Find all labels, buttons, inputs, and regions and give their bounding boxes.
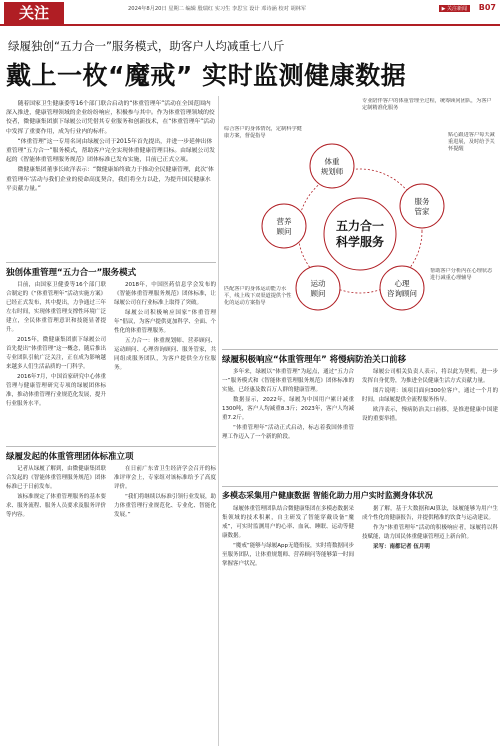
paragraph: 图片说明：该项目面向300位客户，通过一个月的时间，由绿履提供全流程服务指导。 [362, 388, 498, 403]
section-heading: 独创体重管理“五力合一”服务模式 [6, 268, 137, 278]
five-in-one-diagram [222, 96, 498, 346]
paragraph: “我们将继续以标准引领行业发展，助力体重管理行业规范化、专业化、智能化发展。” [114, 494, 216, 518]
section-3-col-b [114, 465, 216, 745]
paragraph: “体重管理年”活动正式启动，标志着我国体重管理工作迈入了一个新的阶段。 [222, 425, 354, 440]
node-label: 规划师 [320, 167, 344, 176]
diagram-note: 贴心跟进客户每天减重进展，及时给予关怀提醒 [448, 132, 495, 152]
section-2-col-b [362, 368, 498, 480]
section-heading: 多模态采集用户健康数据 智能化助力用户实时监测身体状况 [222, 491, 433, 500]
node-service-butler [400, 184, 444, 228]
section-heading: 绿履发起的体重管理团体标准立项 [6, 452, 134, 462]
note-psych [430, 268, 496, 308]
article-subtitle: 绿履独创“五力合一”服务模式，助客户人均减重七八斤 [8, 39, 285, 53]
article-title: 戴上一枚“魔戒” 实时监测健康数据 [6, 61, 407, 90]
diagram-note: 综合客户的身体情况，定制科学健康方案，督促指导 [224, 126, 302, 139]
node-weight-planner [310, 144, 354, 188]
paragraph: 多年来，绿履以“体重管理”为起点，通过“五力合一”服务模式和《智能体重管理服务规范》团体标准的实施，已经惠及数百万人群的健康管理。 [222, 369, 354, 393]
paragraph: 该标准规定了体重管理服务的基本要求、服务流程、服务人员要求及服务评价等内容。 [6, 494, 106, 518]
diagram-note: 帮助客户分析内在心理状态进行减重心理辅导 [430, 268, 493, 281]
header-meta: 2024年8月20日 星期二 编辑 殷瑞红 实习生 李思宝 设计 邓诗涵 校对 胡林军 [128, 6, 307, 12]
node-label: 营养 [276, 217, 292, 226]
section-1-col-b [114, 281, 216, 441]
page-header [0, 0, 500, 26]
section-2-col-a [222, 368, 354, 480]
section-tag: 关注 [4, 2, 64, 24]
node-label: 顾问 [276, 227, 292, 236]
paragraph: 记者从绿履了解到，由微健康集团联合发起的《智能体重管理服务规范》团体标准已于日前发布。 [6, 466, 106, 490]
diagram-core-circle [324, 198, 396, 270]
node-label: 运动 [310, 279, 326, 288]
paragraph: 欧洋表示，慢病防治关口前移，是推进健康中国建设的重要举措。 [362, 407, 498, 422]
node-label: 服务 [414, 197, 430, 206]
paragraph: 2016年7月，中国首家研究中心体重管理与健康管理研究专项的绿履团体标准，推动体重管理行业规范化发展，提升行业服务水平。 [6, 374, 106, 407]
node-psych-consultant [380, 266, 424, 310]
section-divider [222, 486, 498, 487]
node-label: 顾问 [310, 289, 326, 298]
intro-paragraph: “体重管理”这一专用名词由绿履公司于2015年首先提出，并进一步延伸出体重管理“五力合一”服务模式，帮助客户完全实现体重健康管理目标。由绿履公司发起的《智能体重管理服务规范》团体标准已发布实施，目前已正式立项。 [6, 138, 215, 164]
intro-paragraph: 微健康集团董事长欧洋表示：“微健康始终致力于推动全民健康管理，此次‘体重管理年’活动与我们企业的使命高度契合，我们将全力以赴，为提升国民健康水平贡献力量。” [6, 167, 214, 192]
editor-badge: ▶ 关注新闻 [439, 5, 470, 12]
section-1-col-a [6, 281, 106, 441]
paragraph: “魔戒”能够与绿履App无缝衔接，实时将数据同步至服务团队，让体重规划师、营养顾问等能够第一时间掌握客户状况。 [222, 543, 354, 567]
diagram-note: 匹配客户的身体运动能力水平，线上线下双渠道提供个性化的运动方案指导 [224, 286, 292, 306]
node-label: 管家 [414, 207, 430, 216]
column-divider [218, 96, 219, 746]
section-3-col-a [6, 465, 106, 745]
paragraph: 在日前广东省卫生经济学会召开的标准评审会上，专家组对该标准给予了高度评价。 [114, 466, 216, 490]
node-label: 体重 [324, 157, 340, 166]
note-planner [362, 98, 492, 132]
paragraph: 目前，由国家卫健委等16个部门联合制定的《“体重管理年”活动实施方案》已经正式发布，其中提出，力争通过三年左右时间，实现体重管理支撑性环境广泛建立，全民体重管理意识和技能显著提升。 [6, 282, 106, 333]
diagram-note: 专业陪伴客户的体重管理全过程，统筹顾问团队，为客户定制精准化服务 [362, 98, 492, 111]
paragraph: 2018年，中国医药信息学会发布的《智能体重管理服务规范》团体标准，让绿履公司在行业标准上取得了突破。 [114, 282, 216, 306]
note-butler [448, 132, 498, 192]
paragraph: 绿履体重管理团队结合微健康集团在多模态数据采集领域的技术积累，自主研发了智能穿戴设备“魔戒”，可实时监测用户的心率、血氧、睡眠、运动等健康数据。 [222, 506, 354, 539]
section-divider [222, 349, 498, 350]
node-label: 心理 [394, 279, 410, 288]
paragraph: 数据显示，2022年，绿履为中国用户累计减重1300吨，客户人均减重8.3斤；2023年，客户人均减重7.2斤。 [222, 397, 354, 421]
diagram-core-line2: 科学服务 [335, 235, 385, 249]
section-divider [6, 262, 216, 263]
paragraph: 据了解，基于大数据和AI算法，绿履能够为用户生成个性化的健康报告，并提供精准的饮食与运动建议。 [362, 506, 498, 521]
article-intro [6, 100, 216, 195]
section-divider [6, 446, 216, 447]
paragraph: 作为“体重管理年”活动的积极响应者，绿履将以科技赋能，助力国民体重健康管理迈上新台阶。 [362, 525, 498, 540]
page-number: B07 [478, 3, 496, 12]
section-4-col-a [222, 505, 354, 745]
paragraph: 绿履公司相关负责人表示，将以此为契机，进一步发挥自身优势，为推进全民健康生活方式贡献力量。 [362, 369, 498, 384]
note-exercise [224, 286, 294, 336]
paragraph: 绿履公司积极响应国家“体重管理年”倡议，为客户提供更加科学、全面、个性化的体重管理服务。 [114, 310, 216, 334]
node-exercise-consultant [296, 266, 340, 310]
node-nutrition-consultant [262, 204, 306, 248]
intro-paragraph: 随着国家卫生健康委等16个部门联合启动的“体重管理年”活动在全国范围内深入推进，健康管理领域的企业纷纷响应，积极参与其中。作为体重管理领域的佼佼者，微健康集团旗下绿履公司凭借其专业服务和创新技术，在“体重管理年”活动中发挥了重要作用，成为行业内的标杆。 [6, 101, 215, 135]
byline: 采写：南都记者 伍月明 [373, 544, 430, 550]
diagram-core-line1: 五力合一 [335, 219, 385, 233]
section-4-col-b [362, 505, 498, 745]
node-label: 咨询顾问 [387, 289, 417, 298]
paragraph: 五力合一：体重规划师、营养顾问、运动顾问、心理咨询顾问、服务管家，共同组成服务团队，为客户提供全方位服务。 [114, 338, 216, 371]
paragraph: 2015年，微健康集团旗下绿履公司首先提出“体重管理”这一概念，随后推出专业团队引航广泛关注，正在成为影响越来越多人们生活品质的一门科学。 [6, 337, 106, 370]
note-nutrition [224, 126, 302, 166]
section-heading: 绿履积极响应“体重管理年” 将慢病防治关口前移 [222, 355, 407, 365]
